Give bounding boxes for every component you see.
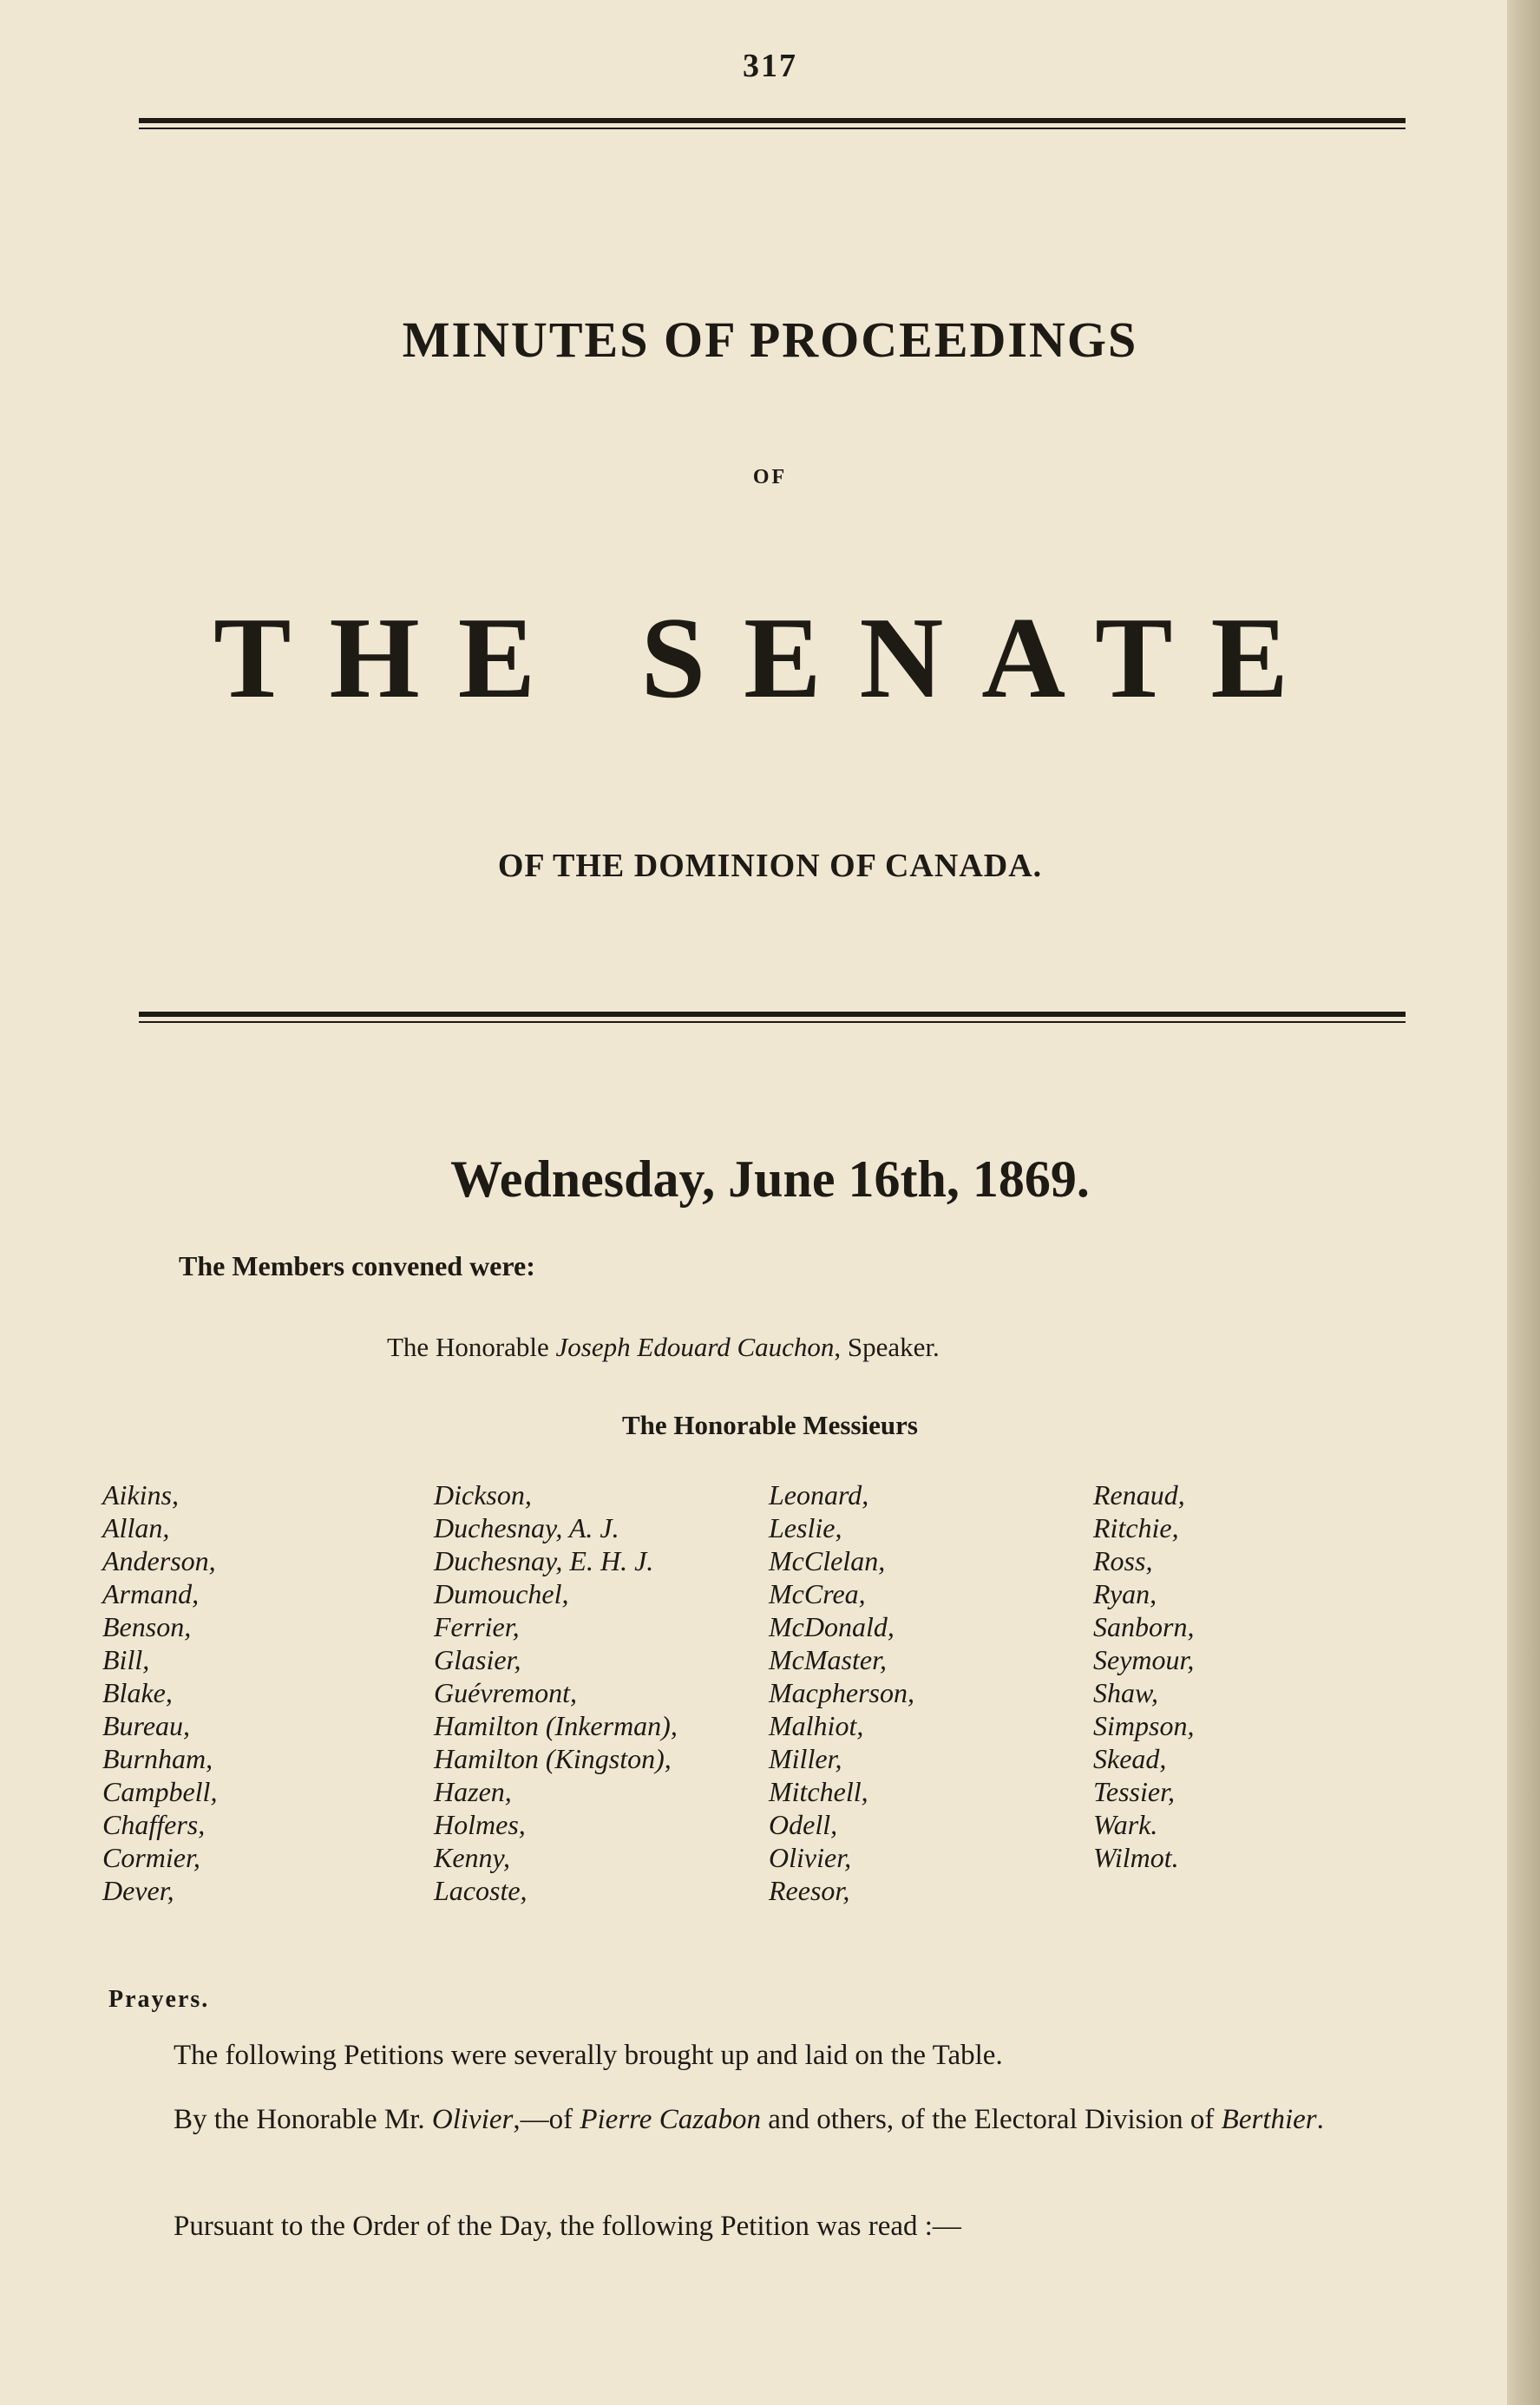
member-name: Ryan,	[1093, 1578, 1157, 1609]
title-the-senate: THE SENATE	[213, 593, 1327, 722]
member-name: Mitchell,	[769, 1776, 868, 1807]
speaker-prefix: The Honorable	[387, 1332, 549, 1362]
title-dominion: OF THE DOMINION OF CANADA.	[497, 848, 1043, 884]
prayers-heading: Prayers.	[108, 1986, 210, 2013]
messieurs-label: The Honorable Messieurs	[622, 1410, 918, 1440]
member-name: Simpson,	[1093, 1710, 1195, 1741]
member-name: Reesor,	[769, 1875, 850, 1906]
member-name: Sanborn,	[1093, 1611, 1195, 1642]
member-name: Aikins,	[102, 1479, 179, 1510]
order-of-day-line: Pursuant to the Order of the Day, the following Petition was read :—	[174, 2211, 961, 2242]
member-name: Leslie,	[769, 1512, 842, 1543]
member-name: Duchesnay, E. H. J.	[434, 1545, 654, 1576]
member-name: Renaud,	[1093, 1479, 1185, 1510]
members-column-3	[769, 1478, 914, 1907]
member-name: Wilmot.	[1093, 1842, 1179, 1873]
member-name: Blake,	[102, 1677, 173, 1708]
member-name: Holmes,	[434, 1809, 526, 1840]
members-column-1	[102, 1478, 217, 1907]
petition-text: and others, of the Electoral Division of	[768, 2104, 1215, 2135]
member-name: Hamilton (Inkerman),	[434, 1710, 678, 1741]
middle-rule	[139, 1012, 1406, 1023]
title-of: OF	[752, 466, 788, 488]
member-name: Miller,	[769, 1743, 842, 1774]
members-column-4	[1093, 1478, 1194, 1874]
petition-olivier	[108, 2098, 1435, 2141]
top-rule	[139, 118, 1406, 129]
member-name: Armand,	[102, 1578, 200, 1609]
member-name: Glasier,	[434, 1644, 521, 1675]
members-column-2	[434, 1478, 678, 1907]
page-number: 317	[743, 48, 797, 84]
speaker-line	[387, 1332, 940, 1363]
convened-label: The Members convened were:	[179, 1250, 535, 1281]
petition-text: ,—of	[513, 2104, 573, 2135]
title-minutes: MINUTES OF PROCEEDINGS	[402, 311, 1138, 368]
member-name: Burnham,	[102, 1743, 213, 1774]
member-name: Hamilton (Kingston),	[434, 1743, 672, 1774]
speaker-suffix: , Speaker.	[834, 1332, 940, 1362]
petition-text: By the Honorable Mr.	[174, 2104, 425, 2135]
member-name: McMaster,	[769, 1644, 887, 1675]
member-name: Macpherson,	[769, 1677, 914, 1708]
member-name: Dever,	[102, 1875, 174, 1906]
member-name: Duchesnay, A. J.	[434, 1512, 619, 1543]
member-name: Allan,	[102, 1512, 170, 1543]
member-name: Kenny,	[434, 1842, 510, 1873]
member-name: McCrea,	[769, 1578, 866, 1609]
member-name: Anderson,	[102, 1545, 216, 1576]
member-name: Olivier,	[769, 1842, 852, 1873]
member-name: Odell,	[769, 1809, 838, 1840]
session-date: Wednesday, June 16th, 1869.	[450, 1150, 1090, 1208]
member-name: Dumouchel,	[434, 1578, 569, 1609]
member-name: Leonard,	[769, 1479, 869, 1510]
member-name: Bill,	[102, 1644, 150, 1675]
petition-petitioner: Pierre Cazabon	[580, 2104, 762, 2135]
member-name: Ritchie,	[1093, 1512, 1179, 1543]
member-name: Ross,	[1093, 1545, 1153, 1576]
member-name: Bureau,	[102, 1710, 191, 1741]
member-name: Hazen,	[434, 1776, 512, 1807]
petition-text: .	[1316, 2104, 1324, 2135]
member-name: McClelan,	[769, 1545, 886, 1576]
member-name: Guévremont,	[434, 1677, 577, 1708]
petition-division: Berthier	[1221, 2104, 1317, 2135]
member-name: Seymour,	[1093, 1644, 1195, 1675]
member-name: McDonald,	[769, 1611, 895, 1642]
member-name: Dickson,	[434, 1479, 532, 1510]
bleed-through-texture	[95, 191, 1414, 2256]
member-name: Lacoste,	[434, 1875, 528, 1906]
member-name: Wark.	[1093, 1809, 1158, 1840]
member-name: Campbell,	[102, 1776, 218, 1807]
member-name: Tessier,	[1093, 1776, 1175, 1807]
member-name: Skead,	[1093, 1743, 1167, 1774]
speaker-name: Joseph Edouard Cauchon	[555, 1332, 835, 1362]
member-name: Shaw,	[1093, 1677, 1158, 1708]
member-name: Chaffers,	[102, 1809, 206, 1840]
petition-member: Olivier	[431, 2104, 514, 2135]
member-name: Cormier,	[102, 1842, 200, 1873]
member-name: Benson,	[102, 1611, 192, 1642]
member-name: Malhiot,	[769, 1710, 864, 1741]
petitions-intro: The following Petitions were severally brought up and laid on the Table.	[174, 2040, 1003, 2071]
member-name: Ferrier,	[434, 1611, 520, 1642]
